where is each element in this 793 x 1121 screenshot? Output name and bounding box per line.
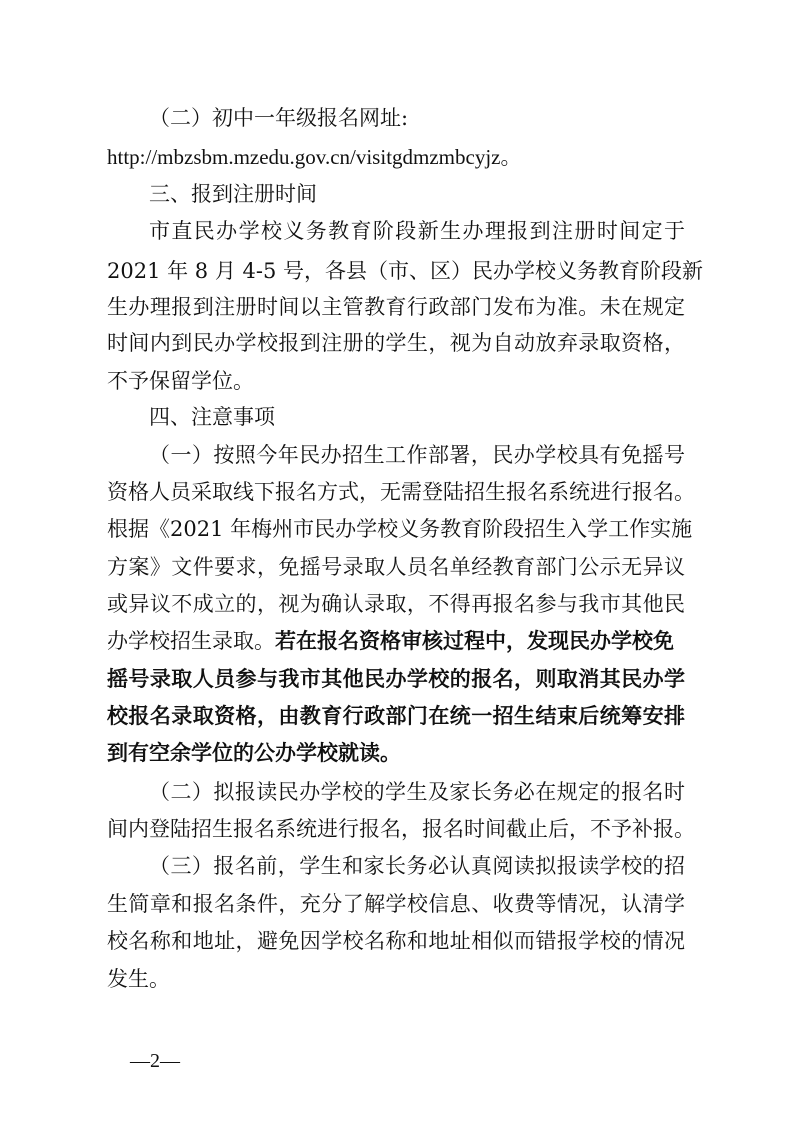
paragraph-line: 生简章和报名条件，充分了解学校信息、收费等情况，认清学	[107, 892, 685, 916]
paragraph-text: 办学校招生录取。	[107, 629, 275, 653]
paragraph-line: （二）拟报读民办学校的学生及家长务必在规定的报名时	[149, 780, 685, 804]
paragraph-line: 发生。	[107, 967, 170, 991]
paragraph-line: （三）报名前，学生和家长务必认真阅读拟报读学校的招	[149, 854, 685, 878]
bold-notice-text: 若在报名资格审核过程中，发现民办学校免	[275, 628, 674, 653]
paragraph-line: 生办理报到注册时间以主管教育行政部门发布为准。未在规定	[107, 295, 685, 319]
paragraph-line: 间内登陆招生报名系统进行报名，报名时间截止后，不予补报。	[107, 817, 695, 841]
paragraph-line: 不予保留学位。	[107, 369, 254, 393]
paragraph-line: 校名称和地址，避免因学校名称和地址相似而错报学校的情况	[107, 929, 685, 953]
section-heading-registration-time: 三、报到注册时间	[149, 182, 317, 206]
paragraph-line: 时间内到民办学校报到注册的学生，视为自动放弃录取资格，	[107, 331, 685, 355]
paragraph-line: 2021 年 8 月 4-5 号，各县（市、区）民办学校义务教育阶段新	[107, 259, 703, 283]
paragraph-line-mixed	[107, 627, 685, 655]
paragraph-line: 资格人员采取线下报名方式，无需登陆招生报名系统进行报名。	[107, 480, 695, 504]
page-number: —2—	[130, 1050, 180, 1072]
paragraph-line: 方案》文件要求，免摇号录取人员名单经教育部门公示无异议	[107, 555, 685, 579]
bold-notice-line: 到有空余学位的公办学校就读。	[107, 740, 401, 765]
registration-url: http://mbzsbm.mzedu.gov.cn/visitgdmzmbcyjz。	[107, 145, 522, 169]
paragraph-line: 根据《2021 年梅州市民办学校义务教育阶段招生入学工作实施	[107, 517, 693, 541]
item-junior-high-url-label: （二）初中一年级报名网址:	[149, 106, 409, 130]
section-heading-notes: 四、注意事项	[149, 405, 275, 429]
bold-notice-line: 摇号录取人员参与我市其他民办学校的报名，则取消其民办学	[107, 666, 685, 691]
paragraph-line: 或异议不成立的，视为确认录取，不得再报名参与我市其他民	[107, 592, 685, 616]
paragraph-line: （一）按照今年民办招生工作部署，民办学校具有免摇号	[149, 443, 685, 467]
bold-notice-line: 校报名录取资格，由教育行政部门在统一招生结束后统筹安排	[107, 703, 685, 728]
paragraph-line: 市直民办学校义务教育阶段新生办理报到注册时间定于	[149, 219, 685, 243]
